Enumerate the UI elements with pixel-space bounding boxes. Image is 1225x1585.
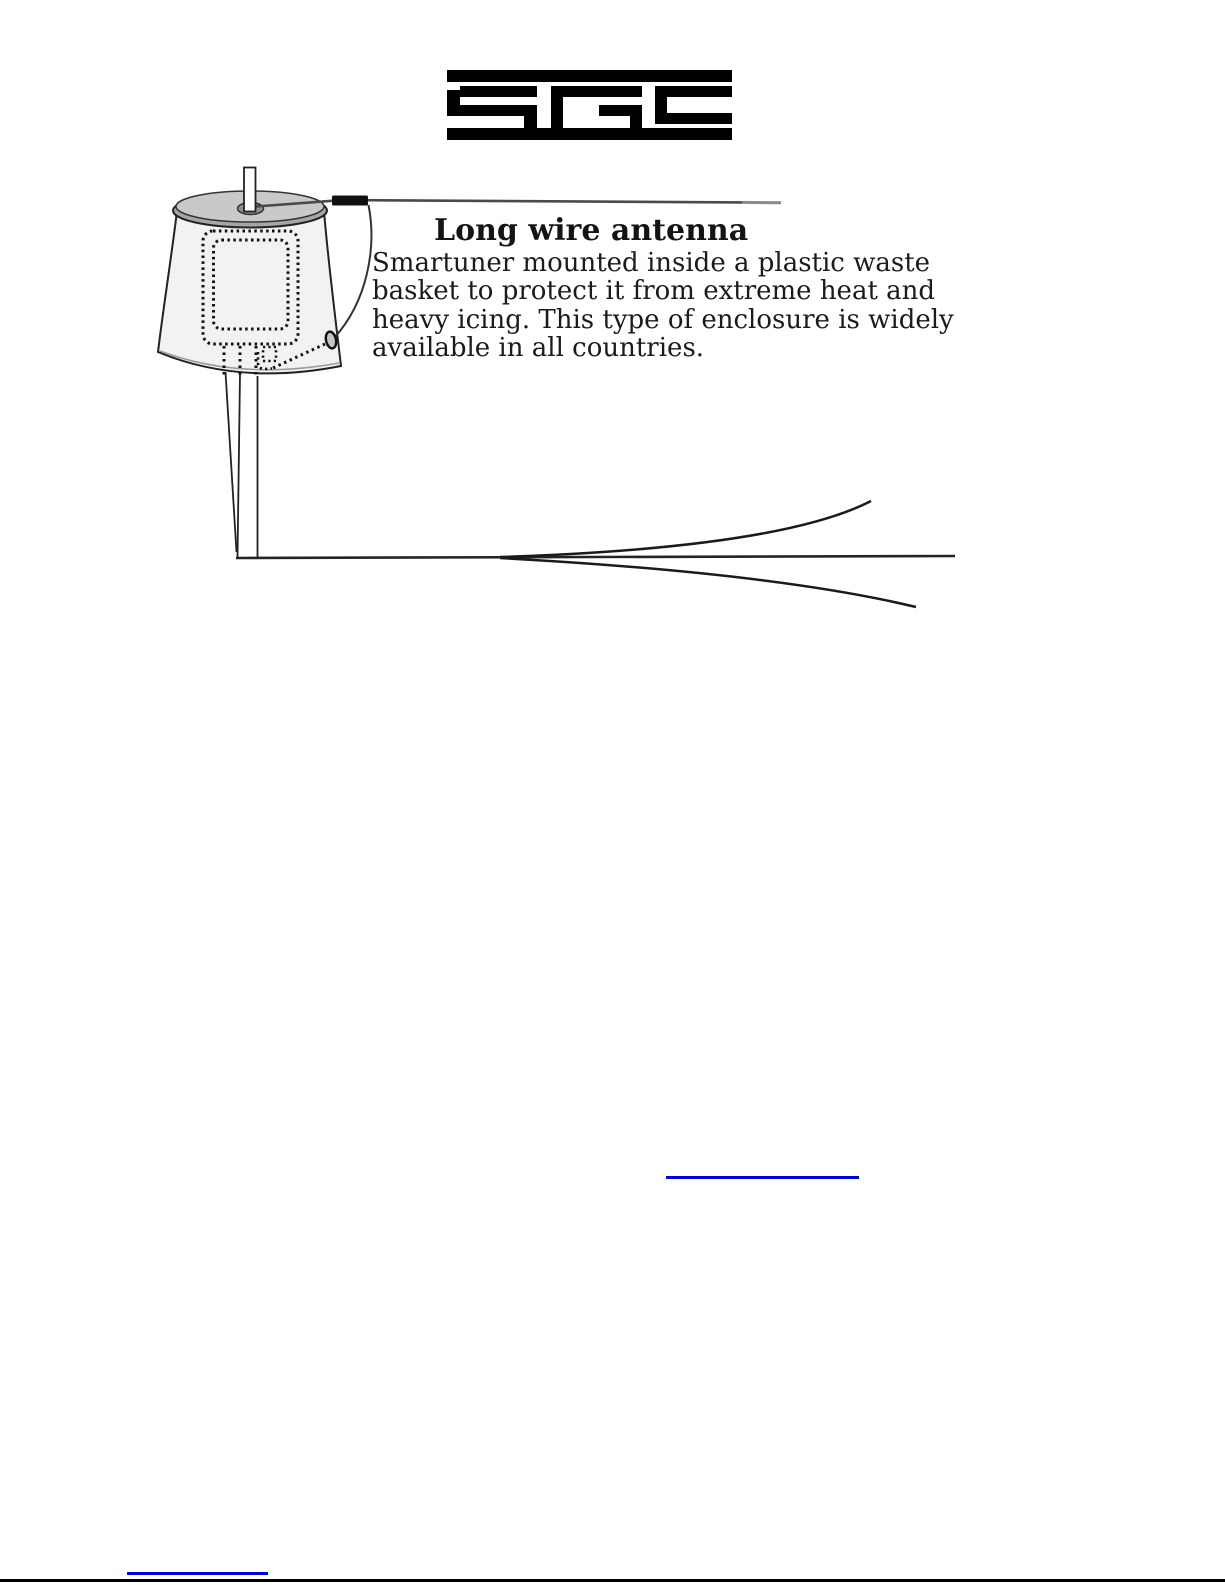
figure-heading: Long wire antenna: [434, 213, 749, 248]
ground-curve-upper: [500, 501, 871, 557]
caption-line: available in all countries.: [372, 333, 705, 364]
antenna-wire: [368, 200, 742, 202]
ground-line: [236, 556, 955, 558]
sgc-logo: [447, 70, 732, 140]
support-pole: [238, 374, 258, 557]
pole-guy-line: [226, 372, 237, 552]
antenna-connector: [332, 196, 368, 206]
figure-caption: [372, 249, 954, 363]
feed-wire: [334, 205, 371, 338]
mast-pole-top: [244, 168, 256, 212]
ground-curve-lower: [500, 558, 916, 607]
caption-line: Smartuner mounted inside a plastic waste: [372, 248, 931, 278]
hyperlink-underline-bottom[interactable]: [127, 1572, 268, 1575]
logo-bottom-bar: [447, 128, 732, 140]
logo-top-bar: [447, 70, 732, 82]
footer-rule: [0, 1579, 1225, 1582]
caption-line: basket to protect it from extreme heat and: [372, 276, 936, 307]
sgc-logo-glyphs: [447, 70, 732, 140]
caption-line: heavy icing. This type of enclosure is widely: [372, 304, 954, 335]
hyperlink-underline-mid[interactable]: [666, 1176, 859, 1179]
